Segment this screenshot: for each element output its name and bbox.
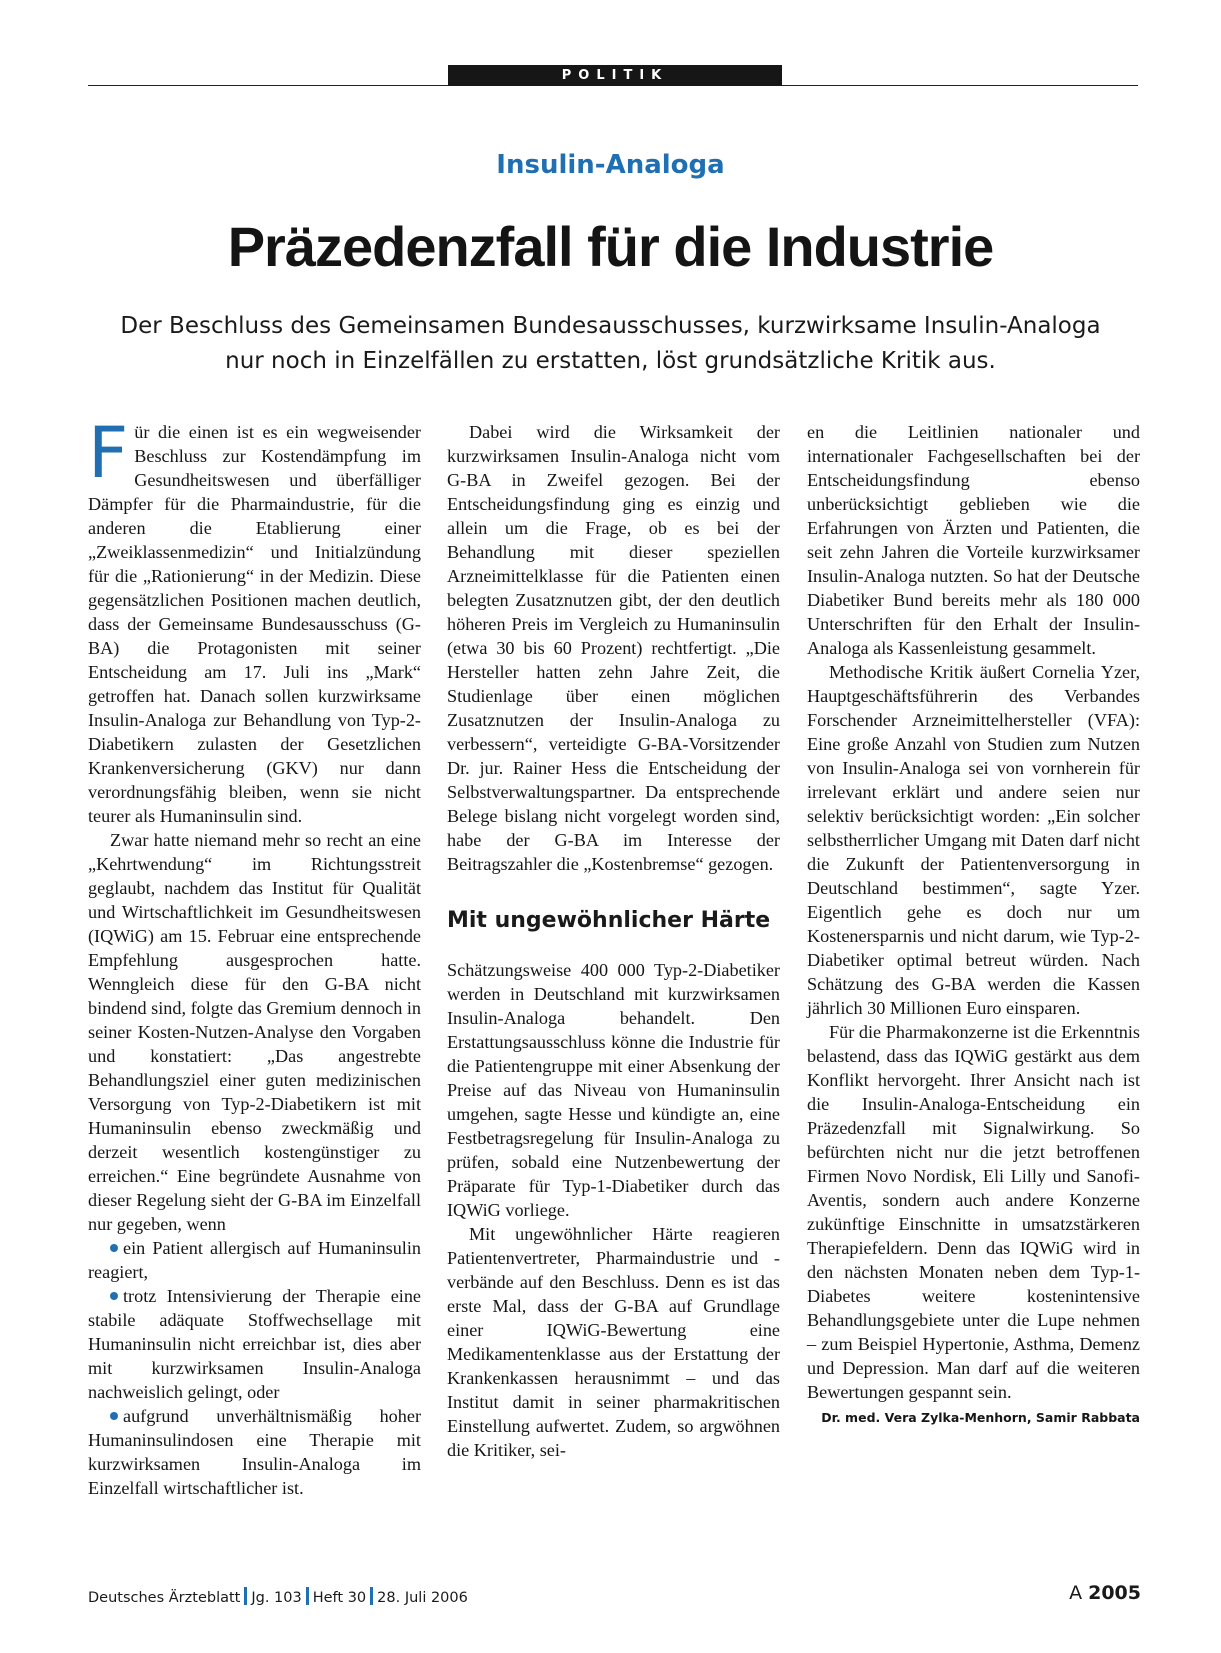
page-number <box>1069 1582 1141 1604</box>
headline: Präzedenzfall für die Industrie <box>227 215 994 278</box>
kicker: Insulin-Analoga <box>496 150 725 180</box>
date: 28. Juli 2006 <box>377 1590 468 1606</box>
bullet-item <box>88 1404 421 1500</box>
page-prefix: A <box>1069 1582 1083 1604</box>
bullet-icon <box>110 1244 118 1252</box>
paragraph: Schätzungsweise 400 000 Typ-2-Diabetiker werden in Deutschland mit kurzwirksamen Insulin-Analoga behandelt. Den Erstattungsausschluss könne die Industrie für die Patientengruppe mit einer Absenkung der Preise auf das Niveau von Humaninsulin umgehen, sagte Hesse und kündigte an, eine Festbetragsregelung für Insulin-Analoga zu prüfen, sobald eine Nutzenbewertung der Präparate für Typ-1-Diabetiker durch das IQWiG vorliege. <box>447 960 780 1220</box>
paragraph: Methodische Kritik äußert Cornelia Yzer, Hauptgeschäftsführerin des Verbandes Forschender Arzneimittelhersteller (VFA): Eine große Anzahl von Studien zum Nutzen von Insulin-Analoga sei von vornherein für irrelevant erklärt und andere seien nur selektiv berücksichtigt worden: „Ein solcher selbstherrlicher Umgang mit Daten darf nicht die Zukunft der Patientenversorgung in Deutschland bestimmen“, sagte Yzer. Eigentlich gehe es doch nur um Kostenersparnis und nicht darum, wie Typ-2-Diabetiker optimal betreut würden. Nach Schätzung des G-BA werden die Kassen jährlich 30 Millionen Euro einsparen. <box>807 662 1140 1018</box>
bullet-item <box>88 1236 421 1284</box>
paragraph: en die Leitlinien nationaler und internationaler Fachgesellschaften bei der Entscheidungsfindung ebenso unberücksichtigt geblieben wie die Erfahrungen von Ärzten und Patienten, die seit zehn Jahren die Vorteile kurzwirksamer Insulin-Analoga nutzten. So hat der Deutsche Diabetiker Bund bereits mehr als 180 000 Unterschriften für den Erhalt der Insulin-Analoga als Kassenleistung gesammelt. <box>807 422 1140 658</box>
page-number-value: 2005 <box>1088 1582 1141 1604</box>
volume: Jg. 103 <box>251 1590 302 1606</box>
subheading: Mit ungewöhnlicher Härte <box>447 908 771 933</box>
journal-name: Deutsches Ärzteblatt <box>88 1590 241 1606</box>
bullet-icon <box>110 1292 118 1300</box>
separator <box>370 1587 373 1605</box>
column-2 <box>447 420 780 1462</box>
paragraph-text: ür die einen ist es ein wegweisender Beschluss zur Kostendämpfung im Gesundheitswesen und überfälliger Dämpfer für die Pharmaindustrie, für die anderen die Etablierung einer „Zweiklassenmedizin“ und Initialzündung für die „Rationierung“ in der Medizin. Diese gegensätzlichen Positionen machen deutlich, dass der Gemeinsame Bundesausschuss (G-BA) die Protagonisten mit seiner Entscheidung am 17. Juli ins „Mark“ getroffen hat. Danach sollen kurzwirksame Insulin-Analoga zur Behandlung von Typ-2-Diabetikern zulasten der Gesetzlichen Krankenversicherung (GKV) nur dann verordnungsfähig bleiben, wenn sie nicht teurer als Humaninsulin sind. <box>88 422 421 826</box>
issue: Heft 30 <box>312 1590 367 1606</box>
footer-citation <box>88 1587 468 1606</box>
bullet-item <box>88 1284 421 1404</box>
separator <box>244 1587 247 1605</box>
paragraph: Für die Pharmakonzerne ist die Erkenntnis belastend, dass das IQWiG gestärkt aus dem Konflikt hervorgeht. Ihrer Ansicht nach ist die Insulin-Analoga-Entscheidung ein Präzedenzfall mit Signalwirkung. So befürchten nicht nur die jetzt betroffenen Firmen Novo Nordisk, Eli Lilly und Sanofi-Aventis, sondern auch andere Konzerne zukünftige Einschnitte in umsatzstärkeren Therapiefeldern. Denn das IQWiG wird in den nächsten Monaten neben dem Typ-1-Diabetes weitere kostenintensive Behandlungsgebiete unter die Lupe nehmen – zum Beispiel Hypertonie, Asthma, Demenz und Depression. Man darf auf die weiteren Bewertungen gespannt sein. <box>807 1022 1140 1402</box>
section-label: POLITIK <box>448 65 782 86</box>
paragraph: Zwar hatte niemand mehr so recht an eine „Kehrtwendung“ im Richtungsstreit geglaubt, nachdem das Institut für Qualität und Wirtschaftlichkeit im Gesundheitswesen (IQWiG) am 15. Februar eine entsprechende Empfehlung ausgesprochen hatte. Wenngleich diese für den G-BA nicht bindend sind, folgte das Gremium dennoch in seiner Kosten-Nutzen-Analyse den Vorgaben und konstatiert: „Das angestrebte Behandlungsziel einer guten medizinischen Versorgung von Typ-2-Diabetikern ist mit Humaninsulin ebenso zweckmäßig und derzeit wesentlich kostengünstiger zu erreichen.“ Eine begründete Ausnahme von dieser Regelung sieht der G-BA im Einzelfall nur gegeben, wenn <box>88 830 421 1234</box>
bullet-text: ein Patient allergisch auf Humaninsulin reagiert, <box>88 1238 421 1282</box>
column-3 <box>807 420 1140 1430</box>
bullet-text: trotz Intensivierung der Therapie eine stabile adäquate Stoffwechsellage mit Humaninsulin nicht erreichbar ist, dies aber mit kurzwirksamen Insulin-Analoga nachweislich gelingt, oder <box>88 1286 421 1402</box>
bullet-icon <box>110 1412 118 1420</box>
deck: Der Beschluss des Gemeinsamen Bundesausschusses, kurzwirksame Insulin-Analoga nur noch in Einzelfällen zu erstatten, löst grundsätzliche Kritik aus. <box>120 313 1101 374</box>
column-1 <box>88 412 421 1500</box>
drop-cap: F <box>88 412 129 494</box>
paragraph: Mit ungewöhnlicher Härte reagieren Patientenvertreter, Pharmaindustrie und -verbände auf den Beschluss. Denn es ist das erste Mal, dass der G-BA auf Grundlage einer IQWiG-Bewertung eine Medikamentenklasse aus der Erstattung der Krankenkassen herausnimmt – und das Institut damit in seiner pharmakritischen Einstellung aufwertet. Zudem, so argwöhnen die Kritiker, sei- <box>447 1224 780 1460</box>
bullet-text: aufgrund unverhältnismäßig hoher Humaninsulindosen eine Therapie mit kurzwirksamen Insulin-Analoga im Einzelfall wirtschaftlicher ist. <box>88 1406 421 1498</box>
separator <box>306 1587 309 1605</box>
author-byline: Dr. med. Vera Zylka-Menhorn, Samir Rabbata <box>821 1410 1140 1425</box>
paragraph <box>88 412 421 828</box>
paragraph: Dabei wird die Wirksamkeit der kurzwirksamen Insulin-Analoga nicht vom G-BA in Zweifel gezogen. Bei der Entscheidungsfindung ging es einzig und allein um die Frage, ob es bei der Behandlung mit dieser speziellen Arzneimittelklasse für die Patienten einen belegten Zusatznutzen gibt, der den deutlich höheren Preis im Vergleich zu Humaninsulin (etwa 30 bis 60 Prozent) rechtfertigt. „Die Hersteller hatten zehn Jahre Zeit, die Studienlage über einen möglichen Zusatznutzen der Insulin-Analoga zu verbessern“, verteidigte G-BA-Vorsitzender Dr. jur. Rainer Hess die Entscheidung der Selbstverwaltungspartner. Da entsprechende Belege bislang nicht vorgelegt worden sind, habe der G-BA im Interesse der Beitragszahler die „Kostenbremse“ gezogen. <box>447 422 780 874</box>
